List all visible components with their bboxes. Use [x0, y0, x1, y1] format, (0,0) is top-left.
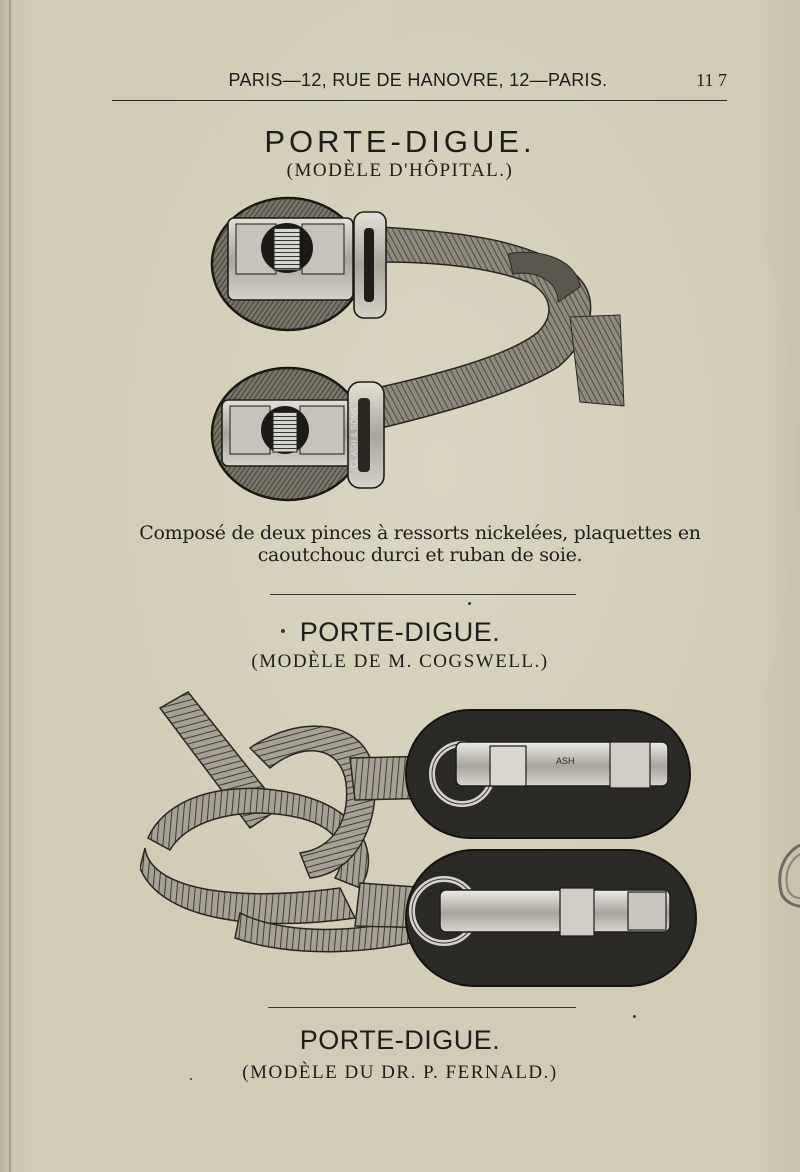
running-header: [112, 70, 727, 101]
section-divider: [268, 1007, 576, 1008]
engraved-maker-mark: CL ASH & SONS: [350, 407, 359, 468]
ink-speck: [633, 1015, 636, 1018]
cogswell-model-illustration: [140, 688, 700, 993]
ink-speck: [468, 602, 471, 605]
bleed-through-mark: [774, 840, 800, 910]
header-address: PARIS—12, RUE DE HANOVRE, 12—PARIS.: [228, 70, 608, 90]
engraved-mark: ASH: [556, 756, 575, 766]
section-1-title: PORTE-DIGUE.: [264, 124, 536, 159]
section-1-caption: Composé de deux pinces à ressorts nickelées, plaquettes en caoutchouc durci et ruban de soie.: [139, 522, 701, 566]
section-2-title: PORTE-DIGUE.: [299, 617, 501, 647]
section-2-subtitle: (MODÈLE DE M. COGSWELL.): [251, 651, 549, 672]
ink-speck: [190, 1078, 192, 1080]
section-1-subtitle: (MODÈLE D'HÔPITAL.): [286, 160, 514, 181]
section-3-title: PORTE-DIGUE.: [299, 1025, 501, 1055]
silk-ribbon: [358, 227, 591, 430]
page-number: 11 7: [696, 70, 727, 90]
ink-speck: [281, 629, 285, 633]
section-3-subtitle: (MODÈLE DU DR. P. FERNALD.): [242, 1062, 558, 1083]
ribbon-end: [570, 315, 624, 406]
section-divider: [270, 594, 576, 595]
hospital-model-illustration: [208, 192, 628, 504]
